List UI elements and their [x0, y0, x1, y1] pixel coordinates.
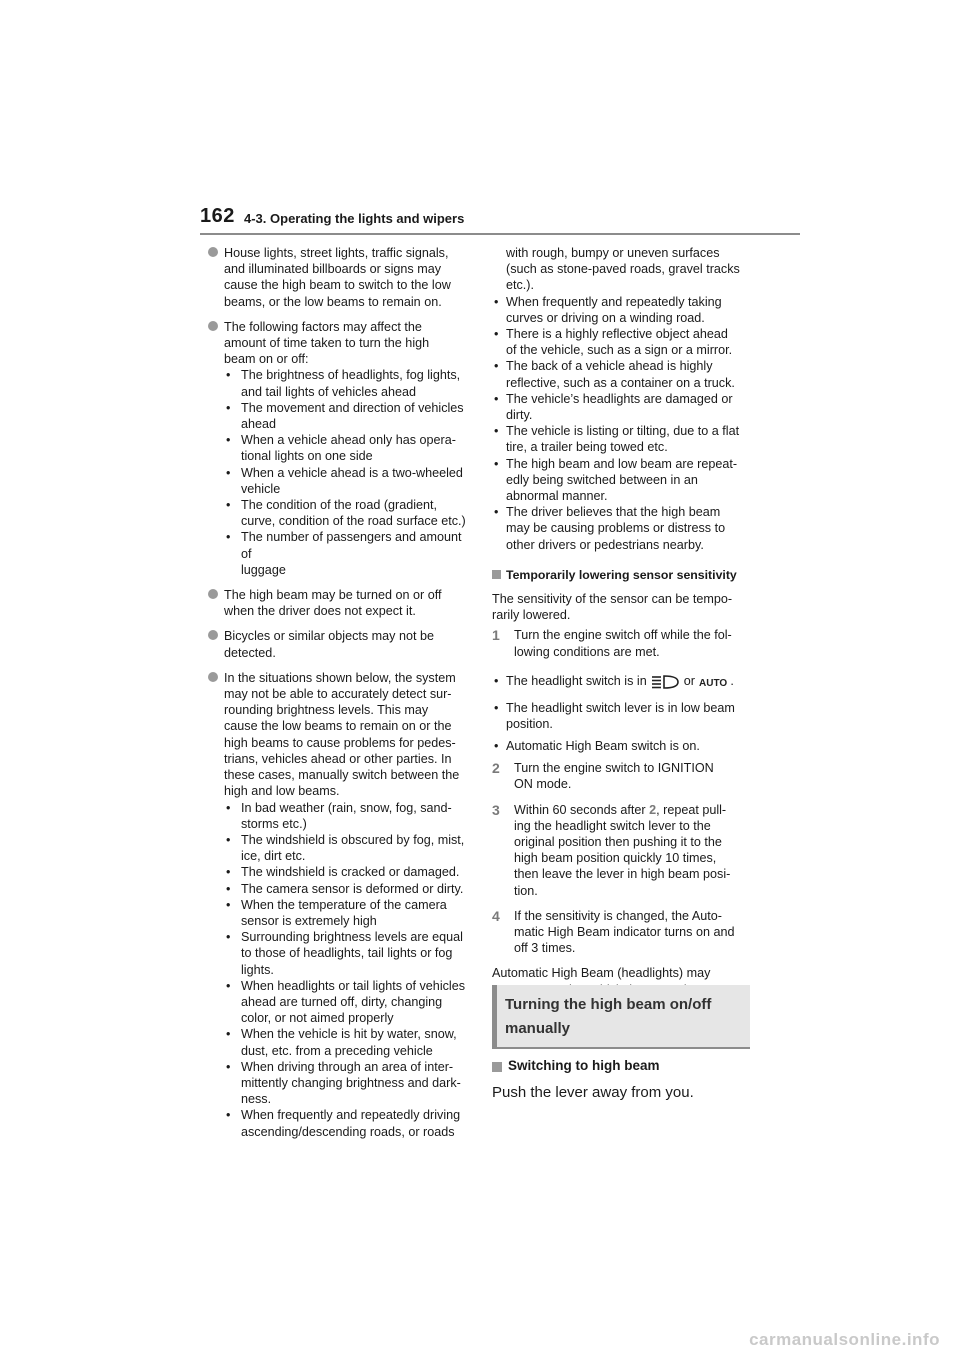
step-number: 2 — [492, 760, 500, 777]
list-item: • When the vehicle is hit by water, snow, dust, etc. from a preceding vehicle — [224, 1026, 470, 1058]
watermark: carmanualsonline.info — [749, 1330, 940, 1349]
list-item: • When driving through an area of inter- mittently changing brightness and dark- ness. — [224, 1059, 470, 1108]
list-item: • The movement and direction of vehicles ahead — [224, 400, 470, 432]
step-number: 1 — [492, 627, 500, 644]
bullet-dot-icon — [208, 589, 218, 599]
list-item: • The number of passengers and amount of luggage — [224, 529, 470, 578]
list-item: • The high beam and low beam are repeat- edly being switched between in an abnormal manner. — [492, 456, 752, 505]
bullet-dot-icon — [208, 672, 218, 682]
bullet-dot-icon — [208, 321, 218, 331]
list-item: • The driver believes that the high beam may be causing problems or distress to other drivers or pedestrians nearby. — [492, 504, 752, 553]
step-reference: 2 — [649, 802, 657, 817]
list-item: • When the temperature of the camera sensor is extremely high — [224, 897, 470, 929]
right-column — [492, 245, 752, 1002]
step-number: 3 — [492, 801, 500, 818]
list-item: • When a vehicle ahead only has opera- tional lights on one side — [224, 432, 470, 464]
step-1: 1 Turn the engine switch off while the fol- lowing conditions are met. — [492, 627, 732, 659]
push-lever-para: Push the lever away from you. — [492, 1084, 694, 1101]
page-number: 162 — [200, 205, 235, 227]
list-item: • The windshield is obscured by fog, mist, ice, dirt etc. — [224, 832, 470, 864]
left-column — [208, 245, 470, 1149]
list-item: • There is a highly reflective object ahead of the vehicle, such as a sign or a mirror. — [492, 326, 752, 358]
list-item: • The condition of the road (gradient, curve, condition of the road surface etc.) — [224, 497, 470, 529]
note-bicycles: Bicycles or similar objects may not be detected. — [208, 628, 470, 660]
condition-headlight-switch: • The headlight switch is in or AUTO . — [492, 673, 752, 690]
list-item: • Surrounding brightness levels are equal to those of headlights, tail lights or fog lights. — [224, 929, 470, 978]
auto-high-beam-para: Automatic High Beam (headlights) may — [492, 966, 711, 981]
header-rule — [200, 233, 800, 235]
section-title: 4-3. Operating the lights and wipers — [244, 211, 465, 226]
section-heading-manual: Turning the high beam on/off manually — [492, 985, 750, 1049]
square-bullet-icon — [492, 570, 501, 579]
svg-text:AUTO: AUTO — [699, 677, 728, 689]
list-item: • The back of a vehicle ahead is highly reflective, such as a container on a truck. — [492, 358, 752, 390]
subhead-sensitivity: Temporarily lowering sensor sensitivity — [492, 567, 752, 583]
note-unexpected: The high beam may be turned on or off when the driver does not expect it. — [208, 587, 470, 619]
auto-icon — [698, 675, 730, 689]
list-item: • In bad weather (rain, snow, fog, sand- storms etc.) — [224, 800, 470, 832]
step-3: 3 Within 60 seconds after 2, repeat pull- ing the headlight switch lever to the original position then pushing it to the high beam position quickly 10 times, then leave the lever in high beam posi- tion. — [492, 801, 731, 898]
subhead-switching-high-beam: Switching to high beam — [492, 1058, 660, 1073]
step-4: 4 If the sensitivity is changed, the Auto- matic High Beam indicator turns on and off 3 times. — [492, 907, 735, 956]
step-number: 4 — [492, 907, 500, 924]
bullet-dot-icon — [208, 247, 218, 257]
list-item: • The vehicle’s headlights are damaged or dirty. — [492, 391, 752, 423]
continued-text: with rough, bumpy or uneven surfaces (such as stone-paved roads, gravel tracks etc.). — [506, 246, 740, 293]
note-house-lights: House lights, street lights, traffic signals, and illuminated billboards or signs may cause the high beam to switch to the low beams, or the low beams to remain on. — [208, 245, 470, 310]
sensitivity-para: The sensitivity of the sensor can be tempo- rarily lowered. — [492, 592, 733, 623]
list-item: • The brightness of headlights, fog lights, and tail lights of vehicles ahead — [224, 367, 470, 399]
bullet-dot-icon — [208, 630, 218, 640]
note-factors: The following factors may affect the amount of time taken to turn the high beam on or off: • The brightness of headlights, fog lights, and tail lights of vehicles ahead • The movement and direction of vehicles ahead • When a vehicle ahead only has opera- tional lights on one side • When a vehicle ahead is a two-wheeled vehicle • The condition of the road (gradient, curve, condition of the road surface etc.) • The number of passengers and amount of luggage — [208, 319, 470, 578]
list-item: • When a vehicle ahead is a two-wheeled vehicle — [224, 465, 470, 497]
list-item: • The windshield is cracked or damaged. — [224, 864, 470, 880]
note-situations: In the situations shown below, the system may not be able to accurately detect sur- rounding brightness levels. This may cause the low beams to remain on or the high beams to cause problems for pedes- trians, vehicles ahead or other parties. In these cases, manually switch between the high and low beams. • In bad weather (rain, snow, fog, sand- storms etc.) • The windshield is obscured by fog, mist, ice, dirt etc. • The windshield is cracked or damaged. • The camera sensor is deformed or dirty. • When the temperature of the camera sensor is extremely high • Surrounding brightness levels are equal to those of headlights, tail lights or fog lights. • When headlights or tail lights of vehicles ahead are turned off, dirty, changing color, or not aimed properly • When the vehicle is hit by water, snow, dust, etc. from a preceding vehicle • When driving through an area of inter- mittently changing brightness and dark- ness. • When frequently and repeatedly driving ascending/descending roads, or roads — [208, 670, 470, 1140]
list-item: • When frequently and repeatedly driving ascending/descending roads, or roads — [224, 1107, 470, 1139]
step-2: 2 Turn the engine switch to IGNITION ON mode. — [492, 760, 714, 792]
list-item: • The vehicle is listing or tilting, due to a flat tire, a trailer being towed etc. — [492, 423, 752, 455]
square-bullet-icon — [492, 1062, 502, 1072]
condition-ahb-switch: • Automatic High Beam switch is on. — [492, 738, 752, 754]
headlight-icon — [650, 674, 680, 690]
condition-lever: • The headlight switch lever is in low beam position. — [492, 700, 752, 732]
list-item: • When frequently and repeatedly taking curves or driving on a winding road. — [492, 294, 752, 326]
list-item: • The camera sensor is deformed or dirty. — [224, 881, 470, 897]
page-header — [200, 203, 800, 235]
list-item: • When headlights or tail lights of vehicles ahead are turned off, dirty, changing color, or not aimed properly — [224, 978, 470, 1027]
